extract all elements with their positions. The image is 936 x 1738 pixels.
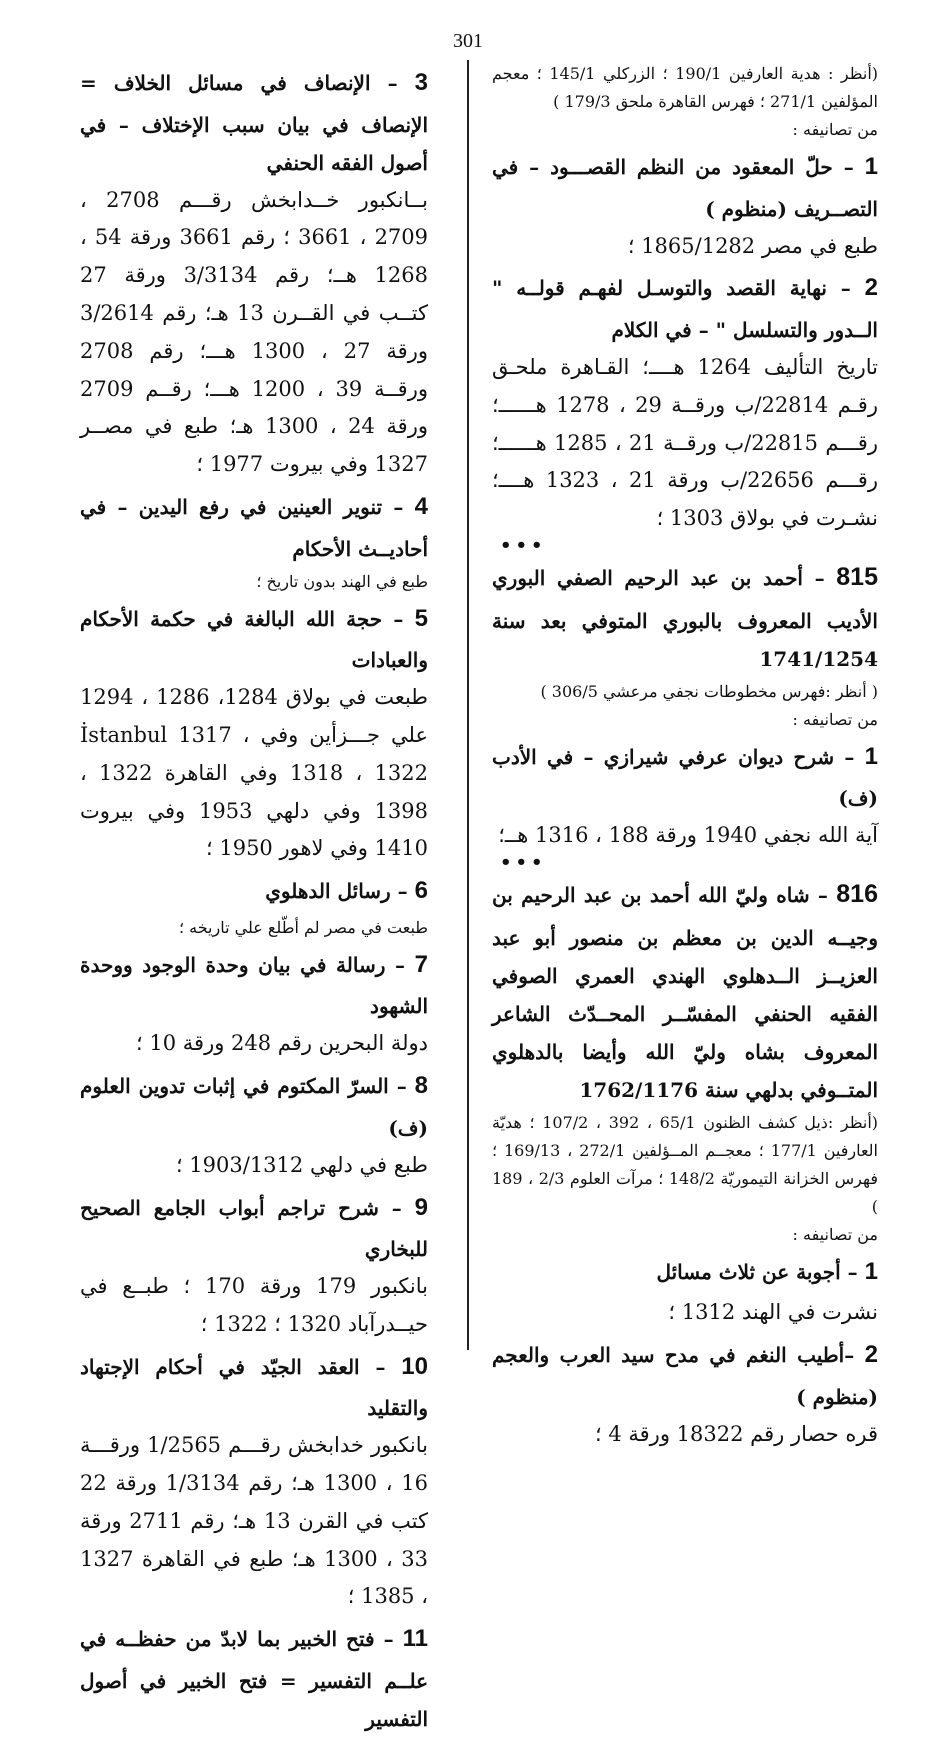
work-title [80,1616,428,1738]
left-column [80,60,428,1738]
entry-separator: ••• [500,534,547,556]
work-title [80,1185,428,1269]
heading-text: –أطيب النغم في مدح سيد العرب والعجم (منظوم ) [492,1343,878,1409]
heading-text: – رسالة في بيان وحدة الوجود ووحدة الشهود [80,952,428,1019]
work-title [80,942,428,1026]
entry-number: 1 [864,1257,878,1285]
entry-number: 8 [414,1072,428,1100]
entry-number: 2 [864,274,878,302]
work-title [80,1063,428,1147]
heading-text: – رسائل الدهلوي [265,879,415,904]
heading-text: – حجة الله البالغة في حكمة الأحكام والعبادات [80,606,428,673]
heading-text: – تنوير العينين في رفع اليدين – في أحاديــث الأحكام [80,494,428,561]
body-text: نشرت في الهند 1312 ؛ [668,1300,878,1325]
work-title [80,60,428,182]
reference-text: طبع في الهند بدون تاريخ ؛ [256,571,428,591]
reference-text: (أنظر :ذيل كشف الظنون 65/1 ، 392 ، 107/2 ؛ هديّة العارفين 177/1 ؛ معجــم المــؤلفين 272/1 ، 169/13 ؛ فهرس الخزانة التيموريّة 148/2 ؛ مرآت العلوم 2/3 ، 189 ) [492,1112,879,1216]
entry-number: 10 [401,1352,428,1380]
reference-text: من تصانيفه : [792,709,878,729]
entry-number: 816 [836,880,878,909]
work-title [492,734,878,818]
entry-number: 5 [414,604,428,632]
heading-text: – السرّ المكتوم في إثبات تدوين العلوم (ف) [80,1074,428,1140]
body-text: طبعت في بولاق 1284، 1286 ، 1294 علي جـــزأين وفي İstanbul 1317 ، 1318 ، 1322 وفي القاهرة 1322 ، 1398 وفي دلهي 1953 وفي بيروت 1410 وفي لاهور 1950 ؛ [80,685,429,861]
heading-text: – الإنصاف في مسائل الخلاف = الإنصاف في بيان سبب الإختلاف – في أصول الفقه الحنفي [80,71,428,175]
heading-text: – العقد الجيّد في أحكام الإجتهاد والتقليد [80,1354,428,1421]
work-title [492,265,878,349]
reference-text: طبعت في مصر لم أطّلع علي تاريخه ؛ [178,917,428,937]
work-title [80,868,428,914]
body-text: آية الله نجفي 1940 ورقة 188 ، 1316 هــ؛ [498,823,878,848]
heading-text: – شرح ديوان عرفي شيرازي – في الأدب (ف) [492,744,878,811]
body-text: طبع في مصر 1865/1282 ؛ [627,233,878,258]
column-divider [467,60,469,1350]
biography-entry-heading [492,871,878,1109]
entry-separator: ••• [500,852,547,874]
entry-number: 3 [414,69,428,96]
heading-text: – شرح تراجم أبواب الجامع الصحيح للبخاري [80,1195,428,1262]
entry-number: 2 [864,1341,878,1369]
right-column [492,60,878,1454]
heading-text: – شاه وليّ الله أحمد بن عبد الرحيم بن وجيــه الدين بن معظم بن منصور أبو عبد العزيــز الــدهلوي الهندي العمري الصوفي الفقيه الحنفي المفسّــر المحــدّث الشاعر المعروف بشاه وليّ الله وأيضا بالدهلوي المتــوفي بدلهي سنة 1762/1176 [492,883,878,1102]
entry-number: 1 [864,742,878,770]
entry-number: 7 [414,950,428,978]
work-title [492,1332,878,1416]
reference-text: ( أنظر :فهرس مخطوطات نجفي مرعشي 306/5 ) [540,681,878,701]
work-title [80,596,428,680]
reference-text: (أنظر : هدية العارفين 190/1 ؛ الزركلي 145/1 ؛ معجم المؤلفين 271/1 ؛ فهرس القاهرة ملحق 179/3 ) [492,64,879,111]
entry-number: 815 [836,563,878,592]
body-text: قره حصار رقم 18322 ورقة 4 ؛ [594,1421,878,1446]
entry-number: 1 [864,153,878,180]
body-text: بانكبور خدابخش رقـــم 1/2565 ورقـــة 16 ، 1300 هـ؛ رقم 1/3134 ورقة 22 كتب في القرن 13 هـ؛ رقم 2711 ورقة 33 ، 1300 هـ؛ طبع في القاهرة 1327 ، 1385 ؛ [80,1433,428,1609]
entry-number: 9 [414,1193,428,1221]
entry-number: 11 [402,1625,428,1653]
body-text: تاريخ التأليف 1264 هــــ؛ القـاهرة ملحـق رقـم 22814/ب ورقــة 29 ، 1278 هــــــ؛ رقـــم 22815/ب ورقــة 21 ، 1285 هــــــ؛ رقـــم 22656/ب ورقة 21 ، 1323 هــــ؛ نشـرت في بولاق 1303 ؛ [492,354,878,531]
work-title [492,1249,878,1295]
entry-number: 4 [414,492,428,520]
work-title [80,1344,428,1428]
heading-text: – أحمد بن عبد الرحيم الصفي البوري الأديب المعروف بالبوري المتوفي بعد سنة 1741/1254 [492,566,878,671]
entry-number: 6 [414,877,428,905]
heading-text: – حلّ المعقود من النظم القصـــود – في التصــريف (منظوم ) [492,155,878,221]
reference-text: من تصانيفه : [792,1224,878,1244]
body-text: بانكبور 179 ورقة 170 ؛ طبــع في حيــدرآباد 1320 ؛ 1322 ؛ [80,1274,429,1336]
heading-text: – نهاية القصد والتوسـل لفهـم قولــه " الــدور والتسلسل " – في الكلام [492,276,878,342]
work-title [80,484,428,568]
body-text: بــانكبور خــدابخش رقـــم 2708 ، 2709 ، 3661 ؛ رقم 3661 ورقة 54 ، 1268 هــ؛ رقم 3/3134 ورقة 27 كتــب في القــرن 13 هـ؛ رقم 3/2614 ورقة 27 ، 1300 هـــ؛ رقم 2708 ورقــة 39 ، 1200 هـــ؛ رقــم 2709 ورقة 24 ، 1300 هـ؛ طبع في مصــر 1327 وفي بيروت 1977 ؛ [80,187,429,477]
heading-text: – فتح الخبير بما لابدّ من حفظــه في علــم التفسير = فتح الخبير في أصول التفسير [80,1627,428,1731]
reference-text: من تصانيفه : [792,120,878,139]
biography-entry-heading [492,554,878,678]
page-number: 301 [453,30,483,52]
heading-text: – أجوبة عن ثلاث مسائل [656,1259,865,1284]
work-title [492,144,878,228]
body-text: طبع في دلهي 1903/1312 ؛ [175,1152,428,1177]
body-text: دولة البحرين رقم 248 ورقة 10 ؛ [136,1031,428,1056]
